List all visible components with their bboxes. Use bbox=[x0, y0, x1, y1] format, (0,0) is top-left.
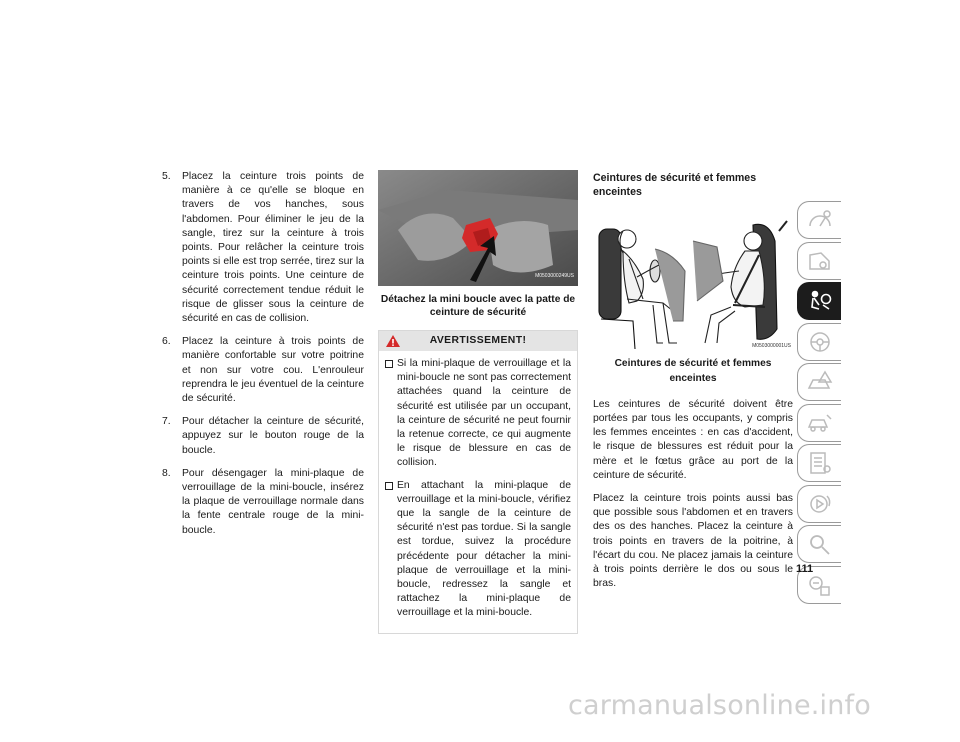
illustration-reference-code: M0503000001US bbox=[752, 343, 791, 350]
tab-driving[interactable] bbox=[797, 323, 841, 361]
step-item: 6. Placez la ceinture à trois points de manière confortable sur votre poitrine et non sur votre cou. L'enrouleur reprendra le jeu éventuel de la ceinture de sécurité. bbox=[162, 336, 364, 405]
languages-icon bbox=[807, 573, 833, 597]
pregnant-seatbelt-drawing bbox=[593, 211, 793, 353]
section-title: Ceintures de sécurité et femmes enceintes bbox=[593, 172, 757, 199]
tab-key-door[interactable] bbox=[797, 242, 841, 280]
search-icon bbox=[807, 532, 833, 556]
warning-title: AVERTISSEMENT! bbox=[429, 335, 527, 346]
checkbox-bullet-icon bbox=[385, 482, 393, 490]
warning-triangle-icon bbox=[385, 334, 401, 348]
media-icon bbox=[807, 492, 833, 516]
illustration-caption: Ceintures de sécurité et femmes enceintes bbox=[614, 358, 772, 384]
warning-item: Si la mini-plaque de verrouillage et la mini-boucle ne sont pas correctement attachées quand la ceinture de sécurité est utilisée par un occupant, la ceinture de sécurité ne peut fournir la retenue correcte, ce qui augmente le risque de blessure en cas de collision. bbox=[385, 357, 571, 471]
photo-caption: Détachez la mini boucle avec la patte de ceinture de sécurité bbox=[380, 294, 576, 318]
step-item: 5. Placez la ceinture trois points de manière à ce qu'elle se bloque en travers de vos hanches, sous l'abdomen. Pour éliminer le jeu de la sangle, tirez sur la ceinture à trois points. Pour relâcher la ceinture trois points si elle est trop serrée, tirez sur la ceinture trois points. Une ceinture de sécurité correctement tendue réduit le risque de glisser sous la ceinture de sécurité en cas de collision. bbox=[162, 171, 364, 325]
middle-column bbox=[378, 170, 578, 634]
warning-box bbox=[378, 330, 578, 634]
left-column bbox=[162, 170, 364, 547]
tab-index[interactable] bbox=[797, 525, 841, 563]
checklist-icon bbox=[807, 451, 833, 475]
tab-specs[interactable] bbox=[797, 444, 841, 482]
warning-item: En attachant la mini-plaque de verrouillage et la mini-boucle, vérifiez que la sangle de la ceinture de sécurité n'est pas tordue. Si la sangle est tordue, suivez la procédure précédente pour détacher la mini-plaque de verrouillage et la mini-boucle, redressez la sangle et rattachez la mini-plaque de verrouillage et la mini-boucle. bbox=[385, 479, 571, 621]
instruction-steps bbox=[162, 170, 364, 538]
step-item: 7. Pour détacher la ceinture de sécurité, appuyez sur le bouton rouge de la boucle. bbox=[162, 416, 364, 456]
tab-service[interactable] bbox=[797, 404, 841, 442]
warning-car-icon bbox=[807, 370, 833, 394]
dashboard-info-icon bbox=[807, 208, 833, 232]
warning-header bbox=[379, 331, 577, 351]
tab-dashboard[interactable] bbox=[797, 201, 841, 239]
tab-multimedia[interactable] bbox=[797, 485, 841, 523]
photo-reference-code: M0503000249US bbox=[535, 272, 574, 279]
key-door-icon bbox=[807, 249, 833, 273]
watermark: carmanualsonline.info bbox=[568, 690, 871, 721]
chapter-tabs bbox=[797, 201, 841, 606]
buckle-photo bbox=[378, 170, 578, 286]
checkbox-bullet-icon bbox=[385, 360, 393, 368]
car-service-icon bbox=[807, 411, 833, 435]
tab-safety[interactable] bbox=[797, 282, 841, 320]
steering-wheel-icon bbox=[807, 330, 833, 354]
page-number: 111 bbox=[796, 563, 814, 575]
paragraph: Placez la ceinture trois points aussi bas que possible sous l'abdomen et en travers des os des hanches. Placez la ceinture à trois points en travers de la poitrine, à l'écart du cou. Ne placez jamais la ceinture à trois points derrière le dos ou sous le bras. bbox=[593, 493, 793, 590]
warning-body bbox=[379, 351, 577, 633]
step-item: 8. Pour désengager la mini-plaque de verrouillage de la mini-boucle, insérez la plaque de verrouillage normale dans la fente centrale rouge de la mini-boucle. bbox=[162, 467, 364, 536]
pregnant-seatbelt-illustration bbox=[593, 211, 793, 353]
tab-warning[interactable] bbox=[797, 363, 841, 401]
right-column bbox=[593, 170, 793, 600]
paragraph: Les ceintures de sécurité doivent être portées par tous les occupants, y compris les femmes enceintes : en cas d'accident, le risque de blessures est réduit pour la mère et le fœtus grâce au port de la ceinture de sécurité. bbox=[593, 398, 793, 481]
airbag-seatbelt-icon bbox=[807, 289, 833, 313]
